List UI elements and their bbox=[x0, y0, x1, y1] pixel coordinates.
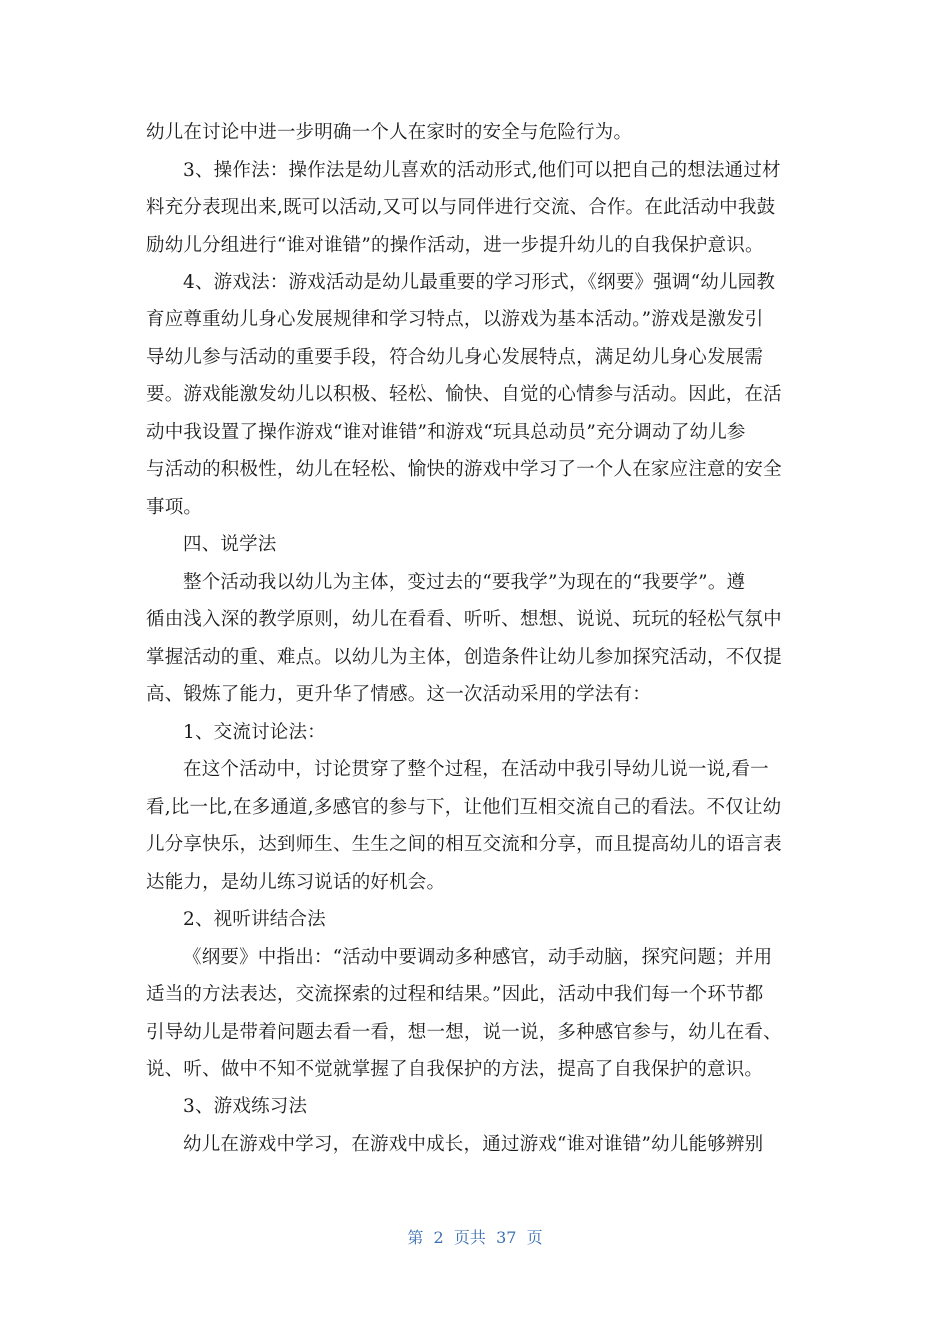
paragraph-line: 循由浅入深的教学原则，幼儿在看看、听听、想想、说说、玩玩的轻松气氛中 bbox=[146, 609, 782, 630]
paragraph-line: 《纲要》中指出：“活动中要调动多种感官，动手动脑，探究问题；并用 bbox=[183, 947, 773, 968]
paragraph-line: 看,比一比,在多通道,多感官的参与下，让他们互相交流自己的看法。不仅让幼 bbox=[146, 797, 782, 818]
paragraph-line: 引导幼儿是带着问题去看一看，想一想，说一说，多种感官参与，幼儿在看、 bbox=[146, 1022, 782, 1043]
paragraph-line: 事项。 bbox=[146, 497, 203, 518]
paragraph-line: 在这个活动中，讨论贯穿了整个过程，在活动中我引导幼儿说一说,看一 bbox=[183, 759, 769, 780]
paragraph-line: 料充分表现出来,既可以活动,又可以与同伴进行交流、合作。在此活动中我鼓 bbox=[146, 197, 776, 218]
paragraph-line: 幼儿在讨论中进一步明确一个人在家时的安全与危险行为。 bbox=[146, 122, 633, 143]
paragraph-line: 儿分享快乐，达到师生、生生之间的相互交流和分享，而且提高幼儿的语言表 bbox=[146, 834, 782, 855]
paragraph-line: 说、听、做中不知不觉就掌握了自我保护的方法，提高了自我保护的意识。 bbox=[146, 1059, 764, 1080]
paragraph-line: 4、游戏法：游戏活动是幼儿最重要的学习形式，《纲要》强调“幼儿园教 bbox=[183, 272, 776, 293]
paragraph-line: 达能力，是幼儿练习说话的好机会。 bbox=[146, 872, 446, 893]
subsection-heading: 3、游戏练习法 bbox=[183, 1096, 308, 1117]
paragraph-line: 要。游戏能激发幼儿以积极、轻松、愉快、自觉的心情参与活动。因此，在活 bbox=[146, 384, 782, 405]
paragraph-line: 高、锻炼了能力，更升华了情感。这一次活动采用的学法有： bbox=[146, 684, 651, 705]
paragraph-line: 适当的方法表达，交流探索的过程和结果。”因此，活动中我们每一个环节都 bbox=[146, 984, 764, 1005]
paragraph-line: 动中我设置了操作游戏“谁对谁错”和游戏“玩具总动员”充分调动了幼儿参 bbox=[146, 422, 746, 443]
paragraph-line: 掌握活动的重、难点。以幼儿为主体，创造条件让幼儿参加探究活动，不仅提 bbox=[146, 647, 782, 668]
subsection-heading: 2、视听讲结合法 bbox=[183, 909, 326, 930]
paragraph-line: 导幼儿参与活动的重要手段，符合幼儿身心发展特点，满足幼儿身心发展需 bbox=[146, 347, 764, 368]
section-heading: 四、说学法 bbox=[183, 534, 277, 555]
page-number-footer: 第 2 页共 37 页 bbox=[407, 1228, 543, 1247]
paragraph-line: 3、操作法：操作法是幼儿喜欢的活动形式,他们可以把自己的想法通过材 bbox=[183, 160, 781, 181]
paragraph-line: 励幼儿分组进行“谁对谁错”的操作活动，进一步提升幼儿的自我保护意识。 bbox=[146, 235, 764, 256]
paragraph-line: 幼儿在游戏中学习，在游戏中成长，通过游戏“谁对谁错”幼儿能够辨别 bbox=[183, 1134, 764, 1155]
paragraph-line: 育应尊重幼儿身心发展规律和学习特点，以游戏为基本活动。”游戏是激发引 bbox=[146, 309, 764, 330]
paragraph-line: 整个活动我以幼儿为主体，变过去的“要我学”为现在的“我要学”。遵 bbox=[183, 572, 746, 593]
paragraph-line: 与活动的积极性，幼儿在轻松、愉快的游戏中学习了一个人在家应注意的安全 bbox=[146, 459, 782, 480]
subsection-heading: 1、交流讨论法： bbox=[183, 722, 326, 743]
